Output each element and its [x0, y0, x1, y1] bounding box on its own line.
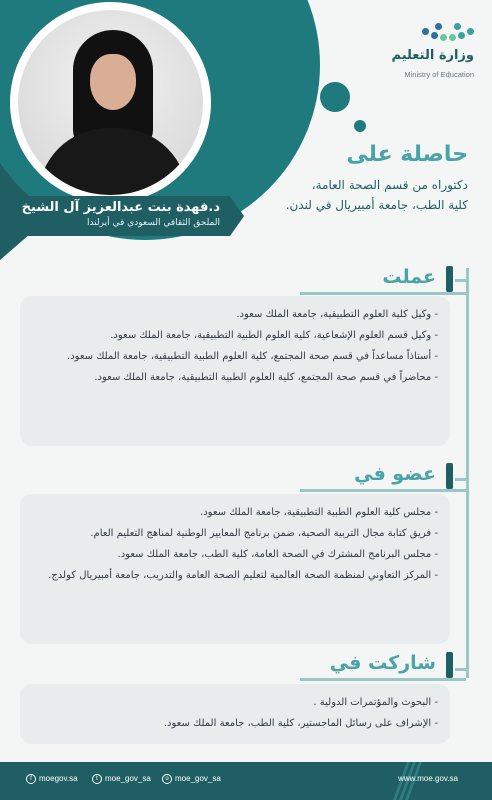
- decor-dot-large: [320, 82, 350, 112]
- section-underline: [300, 678, 466, 681]
- section-underline: [300, 489, 466, 492]
- section-marker: [446, 463, 453, 489]
- logo-arabic: وزارة التعليم: [391, 48, 474, 63]
- list-item: - محاضراً في قسم صحة المجتمع، كلية العلوم الطبية التطبيقية، جامعة الملك سعود.: [94, 372, 438, 383]
- list-item: - مجلس كلية العلوم الطبية التطبيقية، جامعة الملك سعود.: [200, 507, 438, 518]
- list-item: - مجلس البرنامج المشترك في الصحة العامة، كلية الطب، جامعة الملك سعود.: [117, 549, 438, 560]
- degree-title: حاصلة على: [346, 142, 468, 167]
- section-marker: [446, 652, 453, 678]
- footer-website-link[interactable]: www.moe.gov.sa: [398, 774, 458, 783]
- section-title-worked: عملت: [382, 266, 436, 288]
- section-card-worked: [20, 296, 450, 446]
- facebook-icon: f: [26, 774, 36, 784]
- section-marker: [446, 266, 453, 292]
- footer-twitter[interactable]: t moe_gov_sa: [92, 774, 151, 784]
- list-item: - وكيل كلية العلوم التطبيقية، جامعة الملك سعود.: [236, 309, 438, 320]
- twitter-icon: t: [92, 774, 102, 784]
- list-item: - وكيل قسم العلوم الإشعاعية، كلية العلوم الطبية التطبيقية، جامعة الملك سعود.: [110, 330, 438, 341]
- section-title-participated: شاركت في: [329, 652, 436, 674]
- degree-line-2: كلية الطب، جامعة أمبيريال في لندن.: [285, 198, 468, 212]
- instagram-icon: o: [162, 774, 172, 784]
- footer-facebook[interactable]: f moegov.sa: [26, 774, 78, 784]
- name-banner: [0, 196, 230, 236]
- section-title-member: عضو في: [354, 463, 436, 485]
- degree-line-1: دكتوراه من قسم الصحة العامة،: [311, 178, 468, 192]
- person-name: د.فهدة بنت عبدالعزيز آل الشيخ: [21, 200, 220, 215]
- section-card-member: [20, 494, 450, 644]
- list-item: - البحوث والمؤتمرات الدولية .: [313, 697, 438, 708]
- timeline-line: [466, 268, 469, 678]
- section-underline: [300, 292, 466, 295]
- logo-dots-icon: [404, 20, 474, 42]
- timeline-node: [455, 478, 469, 481]
- timeline-node: [455, 668, 469, 671]
- person-role: الملحق الثقافي السعودي في أيرلندا: [86, 218, 220, 228]
- list-item: - المركز التعاوني لمنظمة الصحة العالمية لتعليم الصحة العامة والتدريب، جامعة أمبيريال كولدج.: [48, 570, 438, 581]
- decor-dot-small: [354, 120, 366, 132]
- footer-bar: [0, 762, 492, 800]
- logo-english: Ministry of Education: [404, 70, 474, 79]
- list-item: - فريق كتابة مجال التربية الصحية، ضمن برنامج المعايير الوطنية لمناهج التعليم العام.: [90, 528, 438, 539]
- list-item: - أستاذاً مساعداً في قسم صحة المجتمع، كلية العلوم الطبية التطبيقية، جامعة الملك سعود.: [67, 351, 438, 362]
- footer-instagram[interactable]: o moe_gov_sa: [162, 774, 221, 784]
- section-card-participated: [20, 684, 450, 744]
- timeline-node: [455, 279, 469, 282]
- list-item: - الإشراف على رسائل الماجستير، كلية الطب، جامعة الملك سعود.: [163, 718, 438, 729]
- profile-photo: [18, 10, 203, 195]
